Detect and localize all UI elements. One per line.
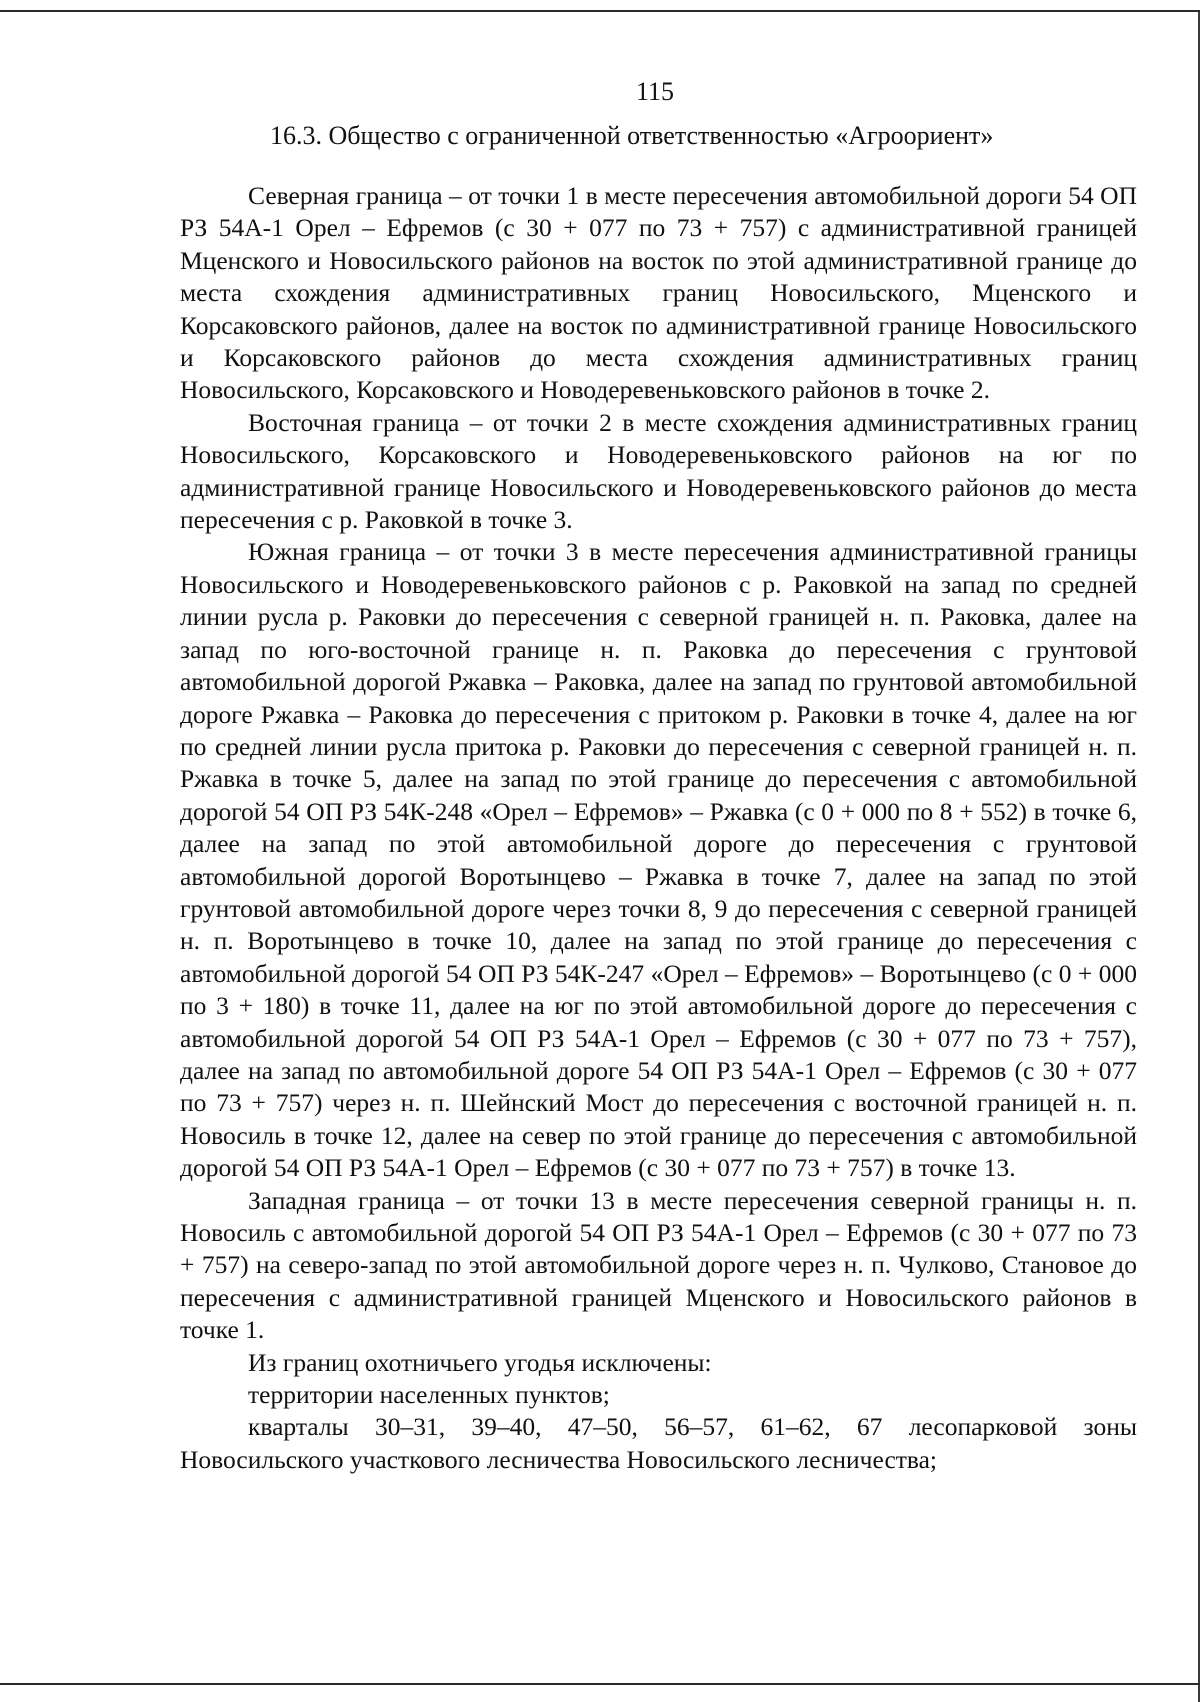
paragraph-exclusion-quarters: кварталы 30–31, 39–40, 47–50, 56–57, 61–62, 67 лесопарковой зоны Новосильского участкового лесничества Новосильского лесничества; [180, 1412, 1137, 1474]
document-body [180, 180, 1137, 1476]
paragraph-northern-boundary: Северная граница – от точки 1 в месте пересечения автомобильной дороги 54 ОП РЗ 54А-1 Орел – Ефремов (с 30 + 077 по 73 + 757) с административной границей Мценского и Новосильского районов на восток по этой административной границе до места схождения административных границ Новосильского, Мценского и Корсаковского районов, далее на восток по административной границе Новосильского и Корсаковского районов до места схождения административных границ Новосильского, Корсаковского и Новодеревеньковского районов в точке 2. [180, 181, 1137, 405]
paragraph-exclusions-intro: Из границ охотничьего угодья исключены: [248, 1347, 712, 1377]
page-number: 115 [635, 77, 675, 106]
section-heading: 16.3. Общество с ограниченной ответственностью «Агроориент» [270, 121, 994, 150]
paragraph-western-boundary: Западная граница – от точки 13 в месте пересечения северной границы н. п. Новосиль с автомобильной дорогой 54 ОП РЗ 54А-1 Орел – Ефремов (с 30 + 077 по 73 + 757) на северо-запад по этой автомобильной дороге через н. п. Чулково, Становое до пересечения с административной границей Мценского и Новосильского районов в точке 1. [180, 1185, 1137, 1345]
paragraph-southern-boundary: Южная граница – от точки 3 в месте пересечения административной границы Новосильского и Новодеревеньковского районов с р. Раковкой на запад по средней линии русла р. Раковки до пересечения с северной границей н. п. Раковка, далее на запад по юго-восточной границе н. п. Раковка до пересечения с грунтовой автомобильной дорогой Ржавка – Раковка, далее на запад по грунтовой автомобильной дороге Ржавка – Раковка до пересечения с притоком р. Раковки в точке 4, далее на юг по средней линии русла притока р. Раковки до пересечения с северной границей н. п. Ржавка в точке 5, далее на запад по этой границе до пересечения с автомобильной дорогой 54 ОП РЗ 54К-248 «Орел – Ефремов» – Ржавка (с 0 + 000 по 8 + 552) в точке 6, далее на запад по этой автомобильной дороге до пересечения с грунтовой автомобильной дорогой Воротынцево – Ржавка в точке 7, далее на запад по этой грунтовой автомобильной дороге через точки 8, 9 до пересечения с северной границей н. п. Воротынцево в точке 10, далее на запад по этой границе до пересечения с автомобильной дорогой 54 ОП РЗ 54К-247 «Орел – Ефремов» – Воротынцево (с 0 + 000 по 3 + 180) в точке 11, далее на юг по этой автомобильной дороге до пересечения с автомобильной дорогой 54 ОП РЗ 54А-1 Орел – Ефремов (с 30 + 077 по 73 + 757), далее на запад по автомобильной дороге 54 ОП РЗ 54А-1 Орел – Ефремов (с 30 + 077 по 73 + 757) через н. п. Шейнский Мост до пересечения с восточной границей н. п. Новосиль в точке 12, далее на север по этой границе до пересечения с автомобильной дорогой 54 ОП РЗ 54А-1 Орел – Ефремов (с 30 + 077 по 73 + 757) в точке 13. [180, 537, 1137, 1183]
paragraph-eastern-boundary: Восточная граница – от точки 2 в месте схождения административных границ Новосильского, Корсаковского и Новодеревеньковского районов на юг по административной границе Новосильского и Новодеревеньковского районов до места пересечения с р. Раковкой в точке 3. [180, 407, 1137, 535]
paragraph-exclusion-settlements: территории населенных пунктов; [248, 1380, 610, 1410]
scan-edge-top [0, 10, 1200, 12]
scan-edge-bottom [0, 1683, 1200, 1685]
